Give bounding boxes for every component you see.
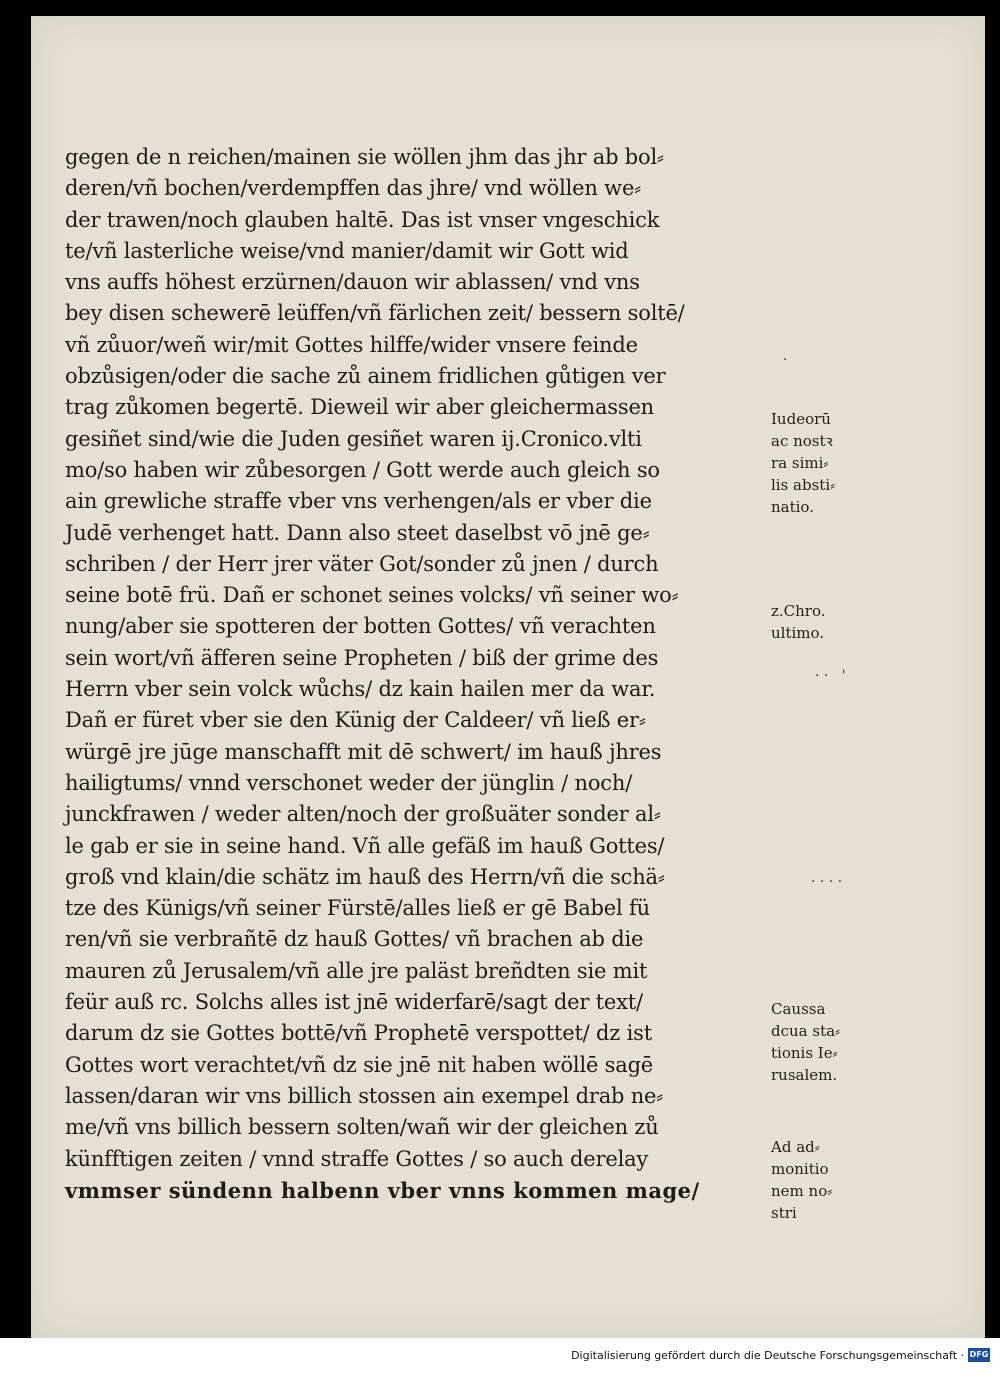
text-line: gesiñet sind/wie die Juden gesiñet waren ij.Cronico.vlti — [65, 426, 642, 451]
text-line: Dañ er füret vber sie den Künig der Caldeer/ vñ ließ er⸗ — [65, 708, 646, 733]
text-line: te/vñ lasterliche weise/vnd manier/damit wir Gott wid — [65, 238, 629, 263]
text-line: künfftigen zeiten / vnnd straffe Gottes / so auch derelay — [65, 1146, 649, 1171]
text-line: schriben / der Herr jrer väter Got/sonder zů jnen / durch — [65, 551, 659, 576]
text-line: trag zůkomen begertē. Dieweil wir aber gleichermassen — [65, 395, 655, 420]
margin-note-line: ultimo. — [771, 624, 825, 642]
text-line: obzůsigen/oder die sache zů ainem fridlichen gůtigen ver — [65, 364, 666, 389]
text-line: vns auffs höhest erzürnen/dauon wir ablassen/ vnd vns — [65, 270, 640, 295]
margin-dot-mark: · · ' — [815, 668, 846, 684]
text-line: deren/vñ bochen/verdempffen das jhre/ vnd wöllen we⸗ — [65, 176, 641, 201]
margin-note-line: dcua sta⸗ — [771, 1022, 841, 1040]
footer-bar — [0, 1338, 1000, 1379]
dfg-logo: DFG — [968, 1348, 990, 1362]
text-line: der trawen/noch glauben haltē. Das ist vnser vngeschick — [65, 207, 660, 232]
text-line: mauren zů Jerusalem/vñ alle jre paläst breñdten sie mit — [65, 958, 648, 983]
margin-note-line: natio. — [771, 498, 814, 516]
margin-note-line: Caussa — [771, 1000, 826, 1018]
margin-note-3 — [771, 998, 871, 1086]
margin-note-1 — [771, 408, 871, 518]
text-line: sein wort/vñ äfferen seine Propheten / biß der grime des — [65, 645, 659, 670]
text-line: groß vnd klain/die schätz im hauß des Herrn/vñ die schä⸗ — [65, 864, 665, 889]
text-line: tze des Künigs/vñ seiner Fürstē/alles ließ er gē Babel fü — [65, 896, 650, 921]
footer-credit: Digitalisierung gefördert durch die Deutsche Forschungsgemeinschaft · — [571, 1349, 964, 1362]
margin-dot-mark: · — [783, 352, 788, 368]
main-text-block — [65, 142, 788, 1206]
text-line: junckfrawen / weder alten/noch der großuäter sonder al⸗ — [65, 802, 661, 827]
text-line: le gab er sie in seine hand. Vñ alle gefäß im hauß Gottes/ — [65, 833, 665, 858]
text-line: darum dz sie Gottes bottē/vñ Prophetē verspottet/ dz ist — [65, 1021, 652, 1046]
margin-note-line: rusalem. — [771, 1066, 838, 1084]
text-line: würgē jre jūge manschafft mit dē schwert/ im hauß jhres — [65, 739, 662, 764]
margin-note-line: ac nostꝛ — [771, 432, 833, 450]
text-line: Judē verhenget hatt. Dann also steet daselbst vō jnē ge⸗ — [65, 520, 650, 545]
margin-note-line: monitio — [771, 1160, 829, 1178]
text-line: vñ zůuor/weñ wir/mit Gottes hilffe/wider vnsere feinde — [65, 332, 638, 357]
text-line: feür auß rc. Solchs alles ist jnē widerfarē/sagt der text/ — [65, 990, 643, 1015]
margin-note-line: nem no⸗ — [771, 1182, 833, 1200]
text-line: Gottes wort verachtet/vñ dz sie jnē nit haben wöllē sagē — [65, 1052, 654, 1077]
text-line: vmmser sündenn halbenn vber vnns kommen mage/ — [65, 1177, 700, 1203]
margin-note-2 — [771, 600, 871, 644]
margin-note-line: stri — [771, 1204, 797, 1222]
text-line: ain grewliche straffe vber vns verhengen/als er vber die — [65, 489, 652, 514]
margin-note-4 — [771, 1136, 871, 1224]
text-line: hailigtums/ vnnd verschonet weder der jünglin / noch/ — [65, 770, 633, 795]
text-line: me/vñ vns billich bessern solten/wañ wir der gleichen zů — [65, 1115, 659, 1140]
text-line: mo/so haben wir zůbesorgen / Gott werde auch gleich so — [65, 457, 660, 482]
margin-note-line: ra simi⸗ — [771, 454, 829, 472]
margin-note-line: lis absti⸗ — [771, 476, 836, 494]
book-page — [31, 16, 985, 1338]
text-line: bey disen schewerē leüffen/vñ färlichen zeit/ bessern soltē/ — [65, 301, 685, 326]
text-line: ren/vñ sie verbrañtē dz hauß Gottes/ vñ brachen ab die — [65, 927, 644, 952]
margin-dot-mark: · · · · — [811, 874, 843, 890]
text-line: seine botē frü. Dañ er schonet seines volcks/ vñ seiner wo⸗ — [65, 583, 679, 608]
margin-note-line: Iudeorū — [771, 410, 831, 428]
margin-note-line: tionis Ie⸗ — [771, 1044, 838, 1062]
text-line: nung/aber sie spotteren der botten Gottes/ vñ verachten — [65, 614, 656, 639]
margin-note-line: Ad ad⸗ — [771, 1138, 820, 1156]
margin-note-line: z.Chro. — [771, 602, 826, 620]
text-line: gegen de n reichen/mainen sie wöllen jhm das jhr ab bol⸗ — [65, 145, 664, 169]
text-line: lassen/daran wir vns billich stossen ain exempel drab ne⸗ — [65, 1083, 664, 1108]
text-line: Herrn vber sein volck wůchs/ dz kain hailen mer da war. — [65, 677, 656, 702]
